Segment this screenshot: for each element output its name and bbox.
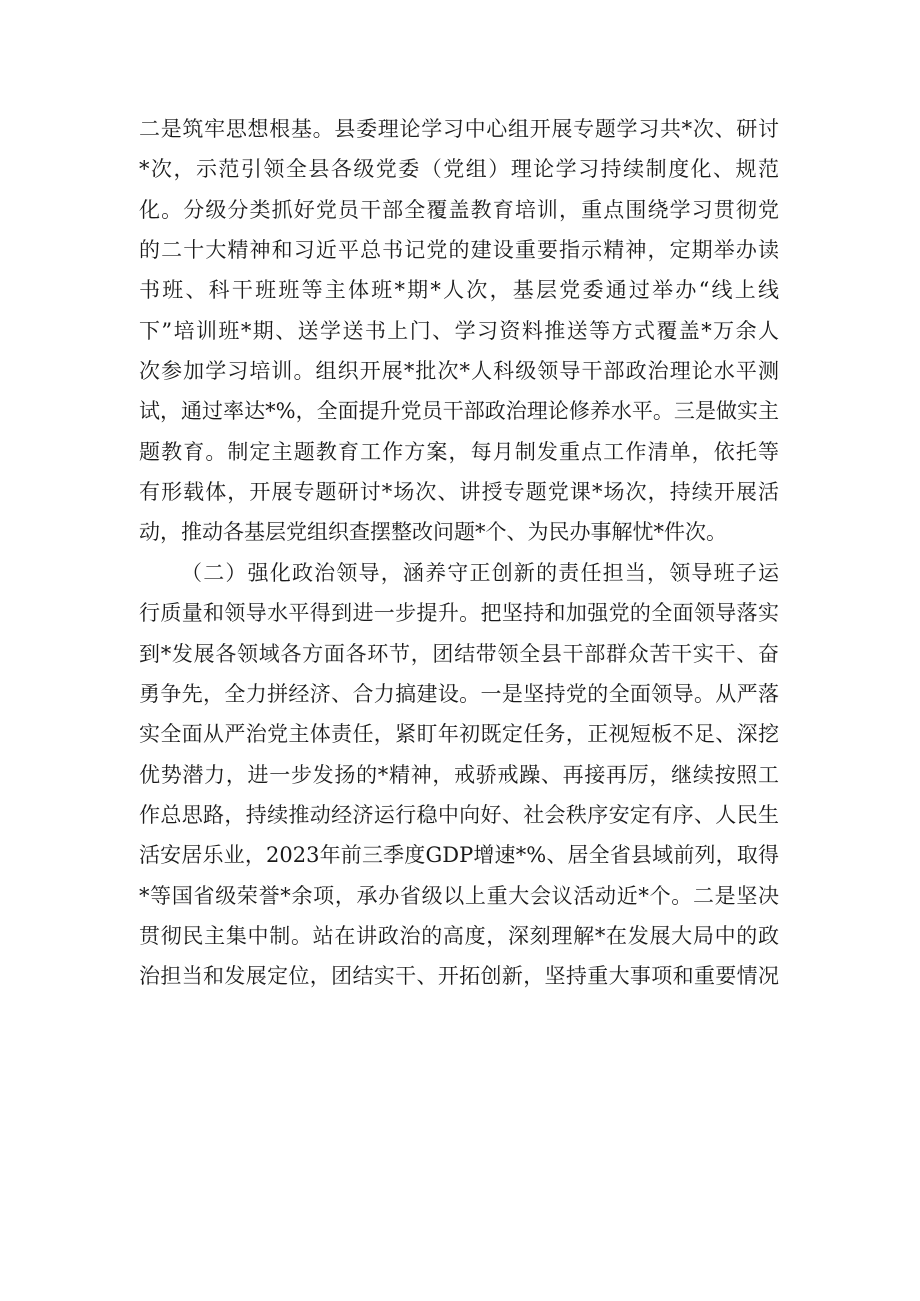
paragraph-line-3: 化。分级分类抓好党员干部全覆盖教育培训，重点围绕学习贯彻党 xyxy=(139,198,779,222)
paragraph-line-2: *次，示范引领全县各级党委（党组）理论学习持续制度化、规范 xyxy=(139,157,779,181)
paragraph-line-20: *等国省级荣誉*余项，承办省级以上重大会议活动近*个。二是坚决 xyxy=(139,884,779,908)
paragraph-line-17: 优势潜力，进一步发扬的*精神，戒骄戒躁、再接再厉，继续按照工 xyxy=(139,763,779,787)
paragraph-line-4: 的二十大精神和习近平总书记党的建设重要指示精神，定期举办读 xyxy=(139,238,779,262)
paragraph-line-8: 试，通过率达*%，全面提升党员干部政治理论修养水平。三是做实主 xyxy=(139,399,779,423)
paragraph-line-16: 实全面从严治党主体责任，紧盯年初既定任务，正视短板不足、深挖 xyxy=(139,722,779,746)
paragraph-line-21: 贯彻民主集中制。站在讲政治的高度，深刻理解*在发展大局中的政 xyxy=(139,924,779,948)
paragraph-line-11: 动，推动各基层党组织查摆整改问题*个、为民办事解忧*件次。 xyxy=(139,520,727,544)
paragraph-line-22: 治担当和发展定位，团结实干、开拓创新，坚持重大事项和重要情况 xyxy=(139,964,779,988)
paragraph-line-9: 题教育。制定主题教育工作方案，每月制发重点工作清单，依托等 xyxy=(139,440,779,464)
paragraph-line-18: 作总思路，持续推动经济运行稳中向好、社会秩序安定有序、人民生 xyxy=(139,803,779,827)
paragraph-line-14: 到*发展各领域各方面各环节，团结带领全县干部群众苦干实干、奋 xyxy=(139,642,779,666)
paragraph-line-15: 勇争先，全力拼经济、合力搞建设。一是坚持党的全面领导。从严落 xyxy=(139,682,779,706)
paragraph-line-1: 二是筑牢思想根基。县委理论学习中心组开展专题学习共*次、研讨 xyxy=(139,117,779,141)
paragraph-line-6: 下”培训班*期、送学送书上门、学习资料推送等方式覆盖*万余人 xyxy=(139,319,779,343)
paragraph-line-7: 次参加学习培训。组织开展*批次*人科级领导干部政治理论水平测 xyxy=(139,359,779,383)
paragraph-line-10: 有形载体，开展专题研讨*场次、讲授专题党课*场次，持续开展活 xyxy=(139,480,779,504)
paragraph-line-19: 活安居乐业，2023年前三季度GDP增速*%、居全省县域前列，取得 xyxy=(139,843,779,867)
paragraph-line-13: 行质量和领导水平得到进一步提升。把坚持和加强党的全面领导落实 xyxy=(139,601,779,625)
section-heading-line: （二）强化政治领导，涵养守正创新的责任担当，领导班子运 xyxy=(181,561,779,585)
paragraph-line-5: 书班、科干班班等主体班*期*人次，基层党委通过举办“线上线 xyxy=(139,278,779,302)
